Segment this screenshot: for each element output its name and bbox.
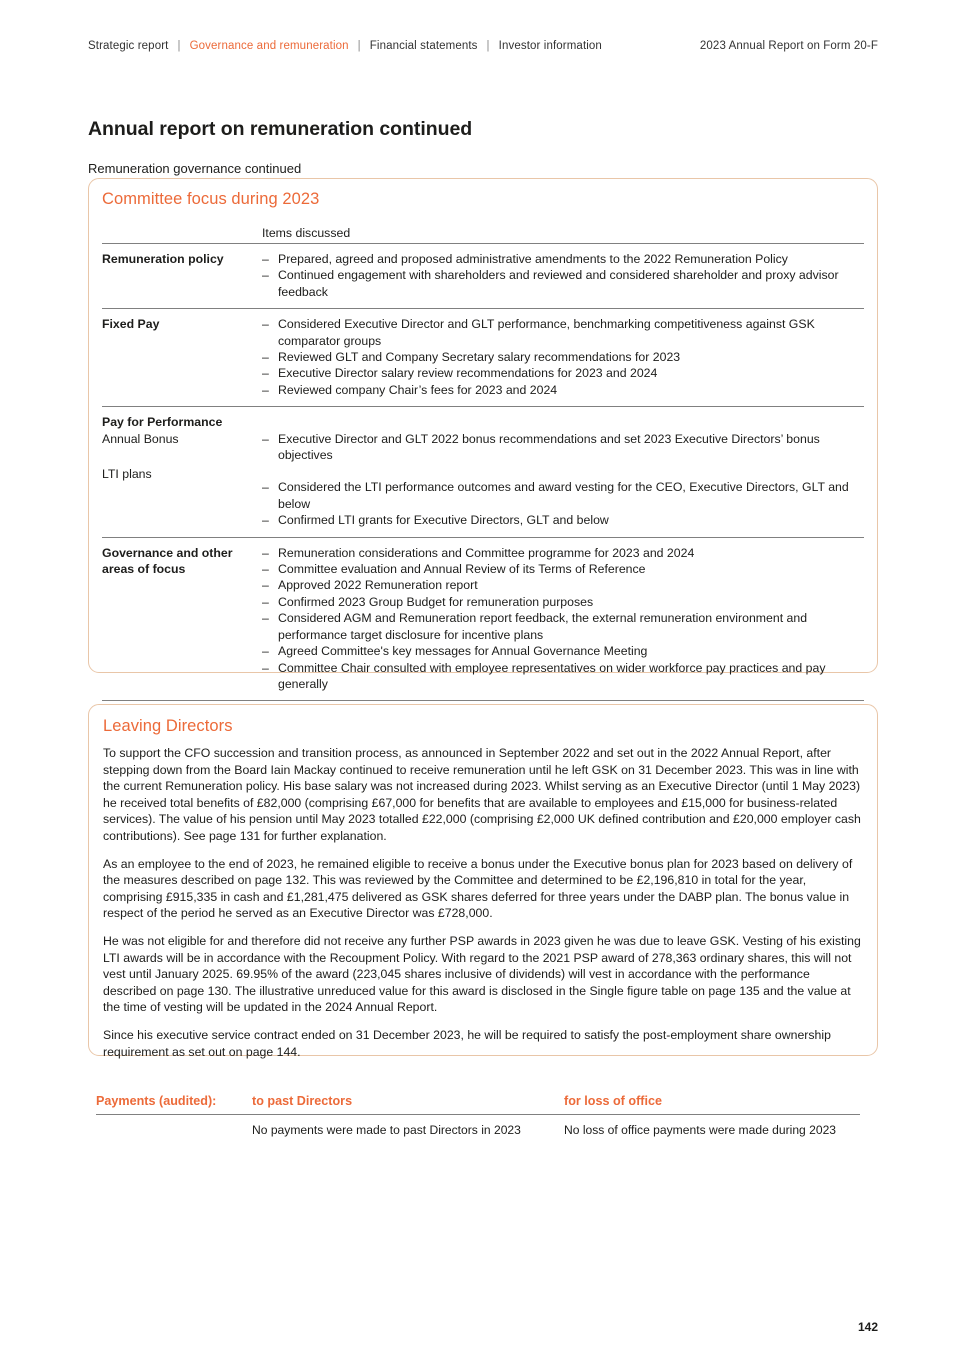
table-row (102, 309, 864, 407)
committee-focus-panel (88, 178, 878, 691)
breadcrumb-item-financial-statements[interactable]: Financial statements (369, 40, 478, 52)
list-item: – Considered the LTI performance outcomes and award vesting for the CEO, Executive Directors, GLT and below (262, 479, 864, 512)
list-item: – Considered AGM and Remuneration report feedback, the external remuneration environment and performance target disclosure for incentive plans (262, 610, 864, 643)
section-subtitle: Remuneration governance continued (88, 160, 302, 176)
list-item: – Agreed Committee's key messages for Annual Governance Meeting (262, 643, 864, 659)
row-items-remuneration-policy (262, 244, 864, 309)
list-item: – Prepared, agreed and proposed administrative amendments to the 2022 Remuneration Policy (262, 251, 864, 267)
row-items-fixed-pay (262, 309, 864, 407)
row-label-governance-and-other-areas-of-focus (102, 537, 262, 701)
list-item: – Executive Director salary review recommendations for 2023 and 2024 (262, 365, 864, 381)
row-items-pay-for-performance (262, 407, 864, 537)
list-item: – Reviewed company Chair’s fees for 2023 and 2024 (262, 382, 864, 398)
table-row (102, 537, 864, 701)
leaving-directors-paragraph: Since his executive service contract ended on 31 December 2023, he will be required to satisfy the post-employment share ownership requirement as set out on page 144. (103, 1027, 831, 1059)
dash-list-annual-bonus (262, 431, 864, 464)
breadcrumb-item-strategic-report[interactable]: Strategic report (88, 40, 169, 52)
list-item: – Remuneration considerations and Committee programme for 2023 and 2024 (262, 545, 864, 561)
leaving-directors-paragraph: To support the CFO succession and transition process, as announced in September 2022 and set out in the 2022 Annual Report, after stepping down from the Board Iain Mackay continued to receive remuneration until he left GSK on 31 December 2023. This was in line with the current Remuneration policy. His base salary was not increased during 2023. Whilst serving as an Executive Director (until 1 May 2023) he received total benefits of £82,000 (comprising £67,000 for benefits that are available to employees and £15,000 for business-related services). The value of his pension until May 2023 totalled £22,000 (comprising £2,000 UK defined contribution and £20,000 employer cash contributions). See page 131 for further explanation. (103, 746, 861, 843)
column-header-to-past-directors: to past Directors (252, 1094, 353, 1108)
committee-focus-heading: Committee focus during 2023 (102, 190, 320, 208)
row-label-pay-for-performance (102, 407, 262, 537)
breadcrumb-item-investor-information[interactable]: Investor information (498, 40, 602, 52)
running-header (88, 40, 878, 52)
row-label-text: Fixed Pay (102, 317, 160, 332)
list-item: – Executive Director and GLT 2022 bonus recommendations and set 2023 Executive Directors’ bonus objectives (262, 431, 864, 464)
breadcrumb-item-governance-and-remuneration[interactable]: Governance and remuneration (189, 40, 349, 52)
table-header-row (102, 226, 864, 244)
list-item: – Committee evaluation and Annual Review of its Terms of Reference (262, 561, 864, 577)
payments-value-to-past-directors: No payments were made to past Directors in 2023 (252, 1123, 521, 1137)
list-item: – Committee Chair consulted with employee representatives on wider workforce pay practices and pay generally (262, 660, 864, 693)
payments-value-for-loss-of-office: No loss of office payments were made during 2023 (564, 1123, 837, 1137)
page-title: Annual report on remuneration continued (88, 118, 473, 141)
payments-audited-block (96, 1094, 860, 1138)
table-row (102, 244, 864, 309)
row-label-remuneration-policy (102, 244, 262, 309)
row-items-governance-and-other-areas-of-focus (262, 537, 864, 701)
row-label-fixed-pay (102, 309, 262, 407)
subrow-label-annual-bonus: Annual Bonus (102, 431, 179, 446)
table-row (96, 1115, 860, 1139)
section-breadcrumb (88, 40, 700, 52)
dash-list (262, 251, 864, 300)
payments-empty-cell (96, 1115, 252, 1139)
list-item: – Approved 2022 Remuneration report (262, 577, 864, 593)
row-label-text: Pay for Performance (102, 415, 223, 430)
spacer (262, 414, 864, 430)
column-header-items-discussed: Items discussed (262, 226, 351, 240)
table-header-row (96, 1094, 860, 1115)
table-row (102, 407, 864, 537)
leaving-directors-heading: Leaving Directors (103, 717, 233, 735)
list-item: – Considered Executive Director and GLT performance, benchmarking competitiveness against GSK comparator groups (262, 316, 864, 349)
leaving-directors-paragraph: As an employee to the end of 2023, he remained eligible to receive a bonus under the Executive bonus plan for 2023 based on delivery of the measures described on page 132. This was reviewed by the Committee and determined to be £2,196,810 in total for the year, comprising £915,335 in cash and £1,281,475 delivered as GSK shares deferred for three years under the DABP plan. The bonus value in respect of the period he served as an Executive Director was £728,000. (103, 856, 853, 921)
page-number: 142 (857, 1320, 878, 1334)
subrow-label-lti-plans: LTI plans (102, 467, 152, 482)
dash-list (262, 545, 864, 693)
dash-list (262, 316, 864, 398)
breadcrumb-separator: | (357, 40, 361, 52)
payments-table (96, 1094, 860, 1138)
document-reference: 2023 Annual Report on Form 20-F (699, 40, 878, 52)
list-item: – Confirmed LTI grants for Executive Directors, GLT and below (262, 512, 864, 528)
list-item: – Reviewed GLT and Company Secretary salary recommendations for 2023 (262, 349, 864, 365)
list-item: – Confirmed 2023 Group Budget for remuneration purposes (262, 594, 864, 610)
committee-focus-table (102, 226, 864, 701)
breadcrumb-separator: | (177, 40, 181, 52)
leaving-directors-paragraph: He was not eligible for and therefore did not receive any further PSP awards in 2023 given he was due to leave GSK. Vesting of his existing LTI awards will be in accordance with the Recoupment Policy. With regard to the 2021 PSP award of 278,363 ordinary shares, this will not vest until January 2025. 69.95% of the award (223,045 shares inclusive of dividends) will vest in accordance with the performance described on page 130. The illustrative unreduced value for this award is disclosed in the Single figure table on page 135 and the value at the time of vesting will be updated in the 2024 Annual Report. (103, 933, 861, 1015)
leaving-directors-panel (88, 704, 878, 1059)
column-header-for-loss-of-office: for loss of office (564, 1094, 662, 1108)
row-label-text: Remuneration policy (102, 252, 224, 266)
row-label-text: Governance and other areas of focus (102, 545, 233, 577)
column-header-category (102, 226, 262, 244)
list-item: – Continued engagement with shareholders and reviewed and considered shareholder and proxy advisor feedback (262, 267, 864, 300)
breadcrumb-separator: | (486, 40, 490, 52)
dash-list-lti-plans (262, 479, 864, 528)
payments-row-label: Payments (audited): (96, 1094, 217, 1108)
